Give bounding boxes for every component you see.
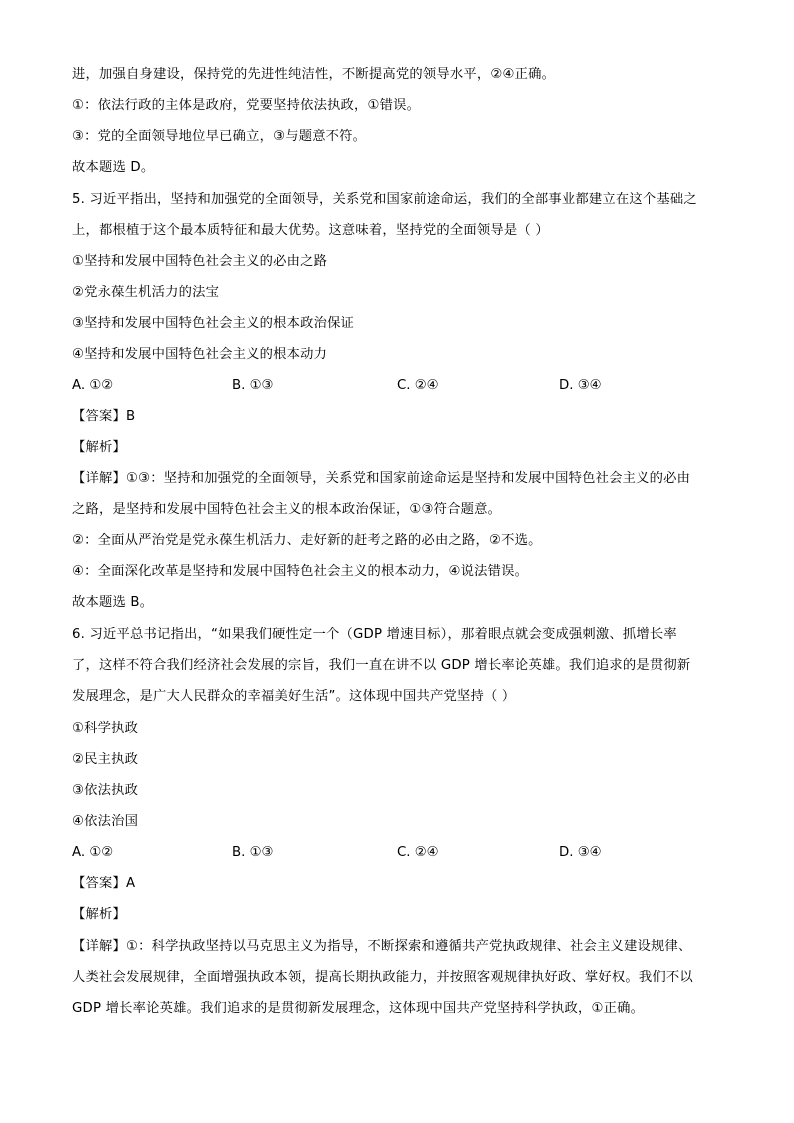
question-6-statement: ①科学执政	[72, 721, 139, 736]
question-6-stem: 发展理念，是广大人民群众的幸福美好生活”。这体现中国共产党坚持（ ）	[72, 689, 516, 704]
option-d: D. ③④	[559, 845, 602, 860]
answer-label: 【答案】A	[72, 876, 136, 891]
option-b: B. ①③	[232, 378, 274, 393]
question-6-statement: ②民主执政	[72, 752, 139, 767]
question-6-stem: 6. 习近平总书记指出，“如果我们硬性定一个（GDP 增速目标），那着眼点就会变成强刺激、抓增长率	[72, 627, 677, 642]
explanation-line: ③：党的全面领导地位早已确立，③与题意不符。	[72, 129, 367, 144]
option-a: A. ①②	[72, 378, 114, 393]
question-6-stem: 了，这样不符合我们经济社会发展的宗旨，我们一直在讲不以 GDP 增长率论英雄。我们追求的是贯彻新	[72, 658, 691, 673]
question-5-stem: 上，都根植于这个最本质特征和最大优势。这意味着，坚持党的全面领导是（ ）	[72, 223, 549, 238]
option-d: D. ③④	[559, 378, 602, 393]
question-5-stem: 5. 习近平指出，坚持和加强党的全面领导，关系党和国家前途命运，我们的全部事业都建立在这个基础之	[72, 192, 697, 207]
detail-line: 人类社会发展规律，全面增强执政本领，提高长期执政能力，并按照客观规律执好政、掌好权。我们不以	[72, 970, 693, 985]
explanation-line: 进，加强自身建设，保持党的先进性纯洁性，不断提高党的领导水平，②④正确。	[72, 67, 556, 82]
detail-line: ②：全面从严治党是党永葆生机活力、走好新的赶考之路的必由之路，②不选。	[72, 533, 542, 548]
question-6-options	[72, 844, 712, 862]
detail-line: GDP 增长率论英雄。我们追求的是贯彻新发展理念，这体现中国共产党坚持科学执政，①正确。	[72, 1001, 645, 1016]
detail-line: 之路，是坚持和发展中国特色社会主义的根本政治保证，①③符合题意。	[72, 502, 502, 517]
question-5-statement: ④坚持和发展中国特色社会主义的根本动力	[72, 347, 328, 362]
question-6-statement: ④依法治国	[72, 814, 139, 829]
option-a: A. ①②	[72, 845, 114, 860]
explanation-line: ①：依法行政的主体是政府，党要坚持依法执政，①错误。	[72, 98, 421, 113]
detail-line: ④：全面深化改革是坚持和发展中国特色社会主义的根本动力，④说法错误。	[72, 564, 529, 579]
option-c: C. ②④	[397, 845, 439, 860]
detail-line: 【详解】①③：坚持和加强党的全面领导，关系党和国家前途命运是坚持和发展中国特色社会主义的必由	[72, 471, 691, 486]
detail-line: 【详解】①：科学执政坚持以马克思主义为指导，不断探索和遵循共产党执政规律、社会主义建设规律、	[72, 939, 692, 954]
question-5-statement: ①坚持和发展中国特色社会主义的必由之路	[72, 254, 328, 269]
question-5-statement: ②党永葆生机活力的法宝	[72, 285, 220, 300]
question-5-statement: ③坚持和发展中国特色社会主义的根本政治保证	[72, 316, 355, 331]
analysis-label: 【解析】	[72, 907, 126, 922]
analysis-label: 【解析】	[72, 440, 126, 455]
conclusion-line: 故本题选 D。	[72, 160, 155, 175]
question-6-statement: ③依法执政	[72, 783, 139, 798]
question-5-options	[72, 377, 712, 395]
option-b: B. ①③	[232, 845, 274, 860]
conclusion-line: 故本题选 B。	[72, 595, 154, 610]
answer-label: 【答案】B	[72, 409, 136, 424]
option-c: C. ②④	[397, 378, 439, 393]
